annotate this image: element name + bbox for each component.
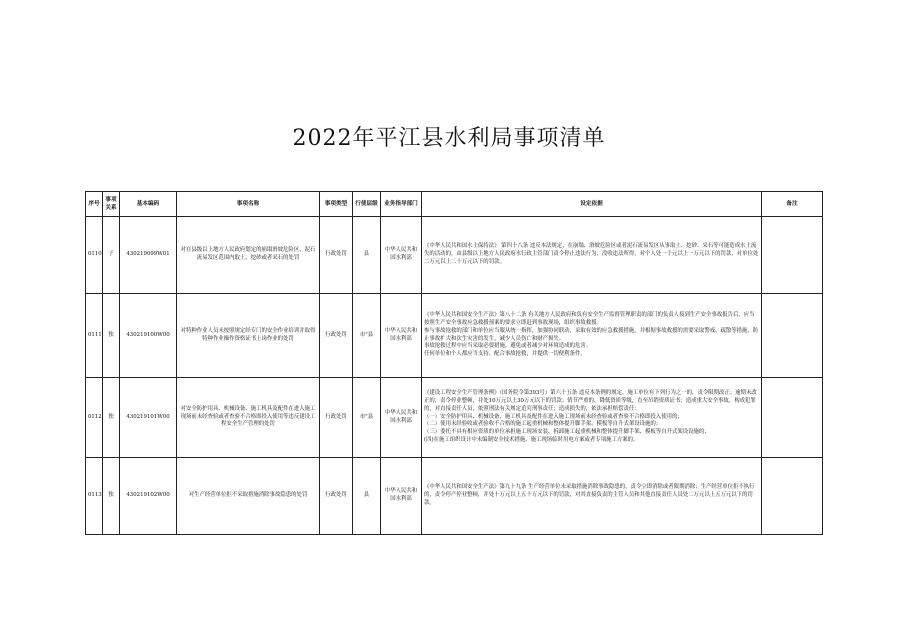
row-basis <box>422 378 762 458</box>
basis-line: 参与事故抢救的部门和单位应当服从统一指挥，加强协同联动，采取有效的应急救援措施，并根据事故救援的需要采取警戒、疏散等措施，防止事故扩大和次生灾害的发生，减少人员伤亡和财产损失。 <box>424 327 759 342</box>
header-name: 事项名称 <box>177 192 320 217</box>
header-note: 备注 <box>762 192 823 217</box>
row-level: 市"县 <box>353 294 381 378</box>
table-row <box>86 378 823 458</box>
row-dept: 中华人民共和国水利部 <box>381 217 422 294</box>
row-relation: 独 <box>103 458 120 535</box>
row-code: 430219102W00 <box>120 458 177 535</box>
header-code: 基本编码 <box>120 192 177 217</box>
basis-line: 任何单位和个人都应当支持、配合事故抢救，并提供一切便利条件。 <box>424 351 586 358</box>
matters-table <box>85 191 823 535</box>
basis-line: 《中华人民共和国安全生产法》第八十二条 有关地方人民政府和负有安全生产监督管理职责的部门的负责人接到生产安全事故报告后，应当按照生产安全事故应急救援预案的要求立即赶到事故现场，组织事故救援。 <box>424 312 755 326</box>
row-no: 0110 <box>86 217 103 294</box>
row-type: 行政处罚 <box>320 217 353 294</box>
document-title: 2022年平江县水利局事项清单 <box>292 126 606 151</box>
row-basis <box>422 458 762 535</box>
row-type: 行政处罚 <box>320 458 353 535</box>
row-name: 对在县级以上地方人民政府划定的崩塌滑坡危险区、泥石流易发区范围内取土、挖砂或者采石的处罚 <box>177 217 320 294</box>
table-row <box>86 217 823 294</box>
basis-line: （一）安全防护用具、机械设备、施工机具及配件在进入施工现场前未经查验或者查验不合格即投入使用的； <box>424 413 683 420</box>
header-level: 行使层级 <box>353 192 381 217</box>
row-note <box>762 378 823 458</box>
basis-line: 《中华人民共和国水土保持法》 第四十八条 违反本法规定，在崩塌、滑坡危险区或者泥石流易发区从事取土、挖砂、采石等可能造成水土流失的活动的，由县级以上地方人民政府水行政主管部门责令停止违法行为，没收违法所得，对个人处一千元以上一万元以下的罚款，对单位处二万元以上二十万元以下的罚款。 <box>424 243 759 265</box>
row-note <box>762 458 823 535</box>
basis-line: (四)在施工组织设计中未编制安全技术措施、施工现场临时用电方案或者专项施工方案的。 <box>424 437 639 444</box>
row-relation: 子 <box>103 217 120 294</box>
row-code: 430219099W01 <box>120 217 177 294</box>
header-relation: 事项关系 <box>103 192 120 217</box>
row-dept: 中华人民共和国水利部 <box>381 458 422 535</box>
basis-line: 事故抢救过程中应当采取必要措施，避免或者减少对环境造成的危害。 <box>424 343 592 350</box>
table-row <box>86 294 823 378</box>
row-name: 对生产经营单位拒不采取措施消除事故隐患的处罚 <box>177 458 320 535</box>
basis-line: 《建设工程安全生产管理条例》（国务院令第393号）第六十五条 违反本条例的规定，施工单位有下列行为之一的，责令限期改正；逾期未改正的，责令停业整顿，并处10万元以上30万元以下的罚款；情节严重的，降低资质等级，直至吊销资质证书；造成重大安全事故，构成犯罪的，对直接责任人员，依照刑法有关规定追究刑事责任；造成损失的，依法承担赔偿责任： <box>424 390 757 412</box>
row-code: 430219101W00 <box>120 378 177 458</box>
table-row <box>86 458 823 535</box>
row-no: 0111 <box>86 294 103 378</box>
row-dept: 中华人民共和国水利部 <box>381 378 422 458</box>
row-no: 0112 <box>86 378 103 458</box>
row-relation: 独 <box>103 294 120 378</box>
row-name: 对特种作业人员未按照规定经专门的安全作业培训并取得特种作业操作资格证书上岗作业的处罚 <box>177 294 320 378</box>
table-header-row <box>86 192 823 217</box>
basis-line: 《中华人民共和国安全生产法》第九十九条 生产经营单位未采取措施消除事故隐患的，责令立即消除或者限期消除；生产经营单位拒不执行的，责令停产停业整顿，并处十万元以上五十万元以下的罚款，对其直接负责的主管人员和其他直接责任人员处二万元以上五万元以下的罚款。 <box>424 484 755 506</box>
row-note <box>762 294 823 378</box>
row-name: 对安全防护用具、机械设备、施工机具及配件在进入施工现场前未经查验或者查验不合格即投入使用等违反建设工程安全生产管理的处罚 <box>177 378 320 458</box>
row-level: 市"县 <box>353 378 381 458</box>
row-basis <box>422 217 762 294</box>
row-dept: 中华人民共和国水利部 <box>381 294 422 378</box>
basis-line: （二）使用未经验收或者验收不合格的施工起重机械和整体提升脚手架、模板等自升式架设设施的； <box>424 421 662 428</box>
row-code: 430219100W00 <box>120 294 177 378</box>
row-basis <box>422 294 762 378</box>
header-no: 序号 <box>86 192 103 217</box>
row-relation: 独 <box>103 378 120 458</box>
row-type: 行政处罚 <box>320 378 353 458</box>
row-level: 县 <box>353 458 381 535</box>
row-note <box>762 217 823 294</box>
row-type: 行政处罚 <box>320 294 353 378</box>
row-level: 县 <box>353 217 381 294</box>
header-dept: 业务指导部门 <box>381 192 422 217</box>
basis-line: （三）委托不具有相应资质的单位承担施工现场安装、拆卸施工起重机械和整体提升脚手架、模板等自升式架设设施的； <box>424 429 710 436</box>
row-no: 0113 <box>86 458 103 535</box>
header-type: 事项类型 <box>320 192 353 217</box>
header-basis: 设定依据 <box>422 192 762 217</box>
